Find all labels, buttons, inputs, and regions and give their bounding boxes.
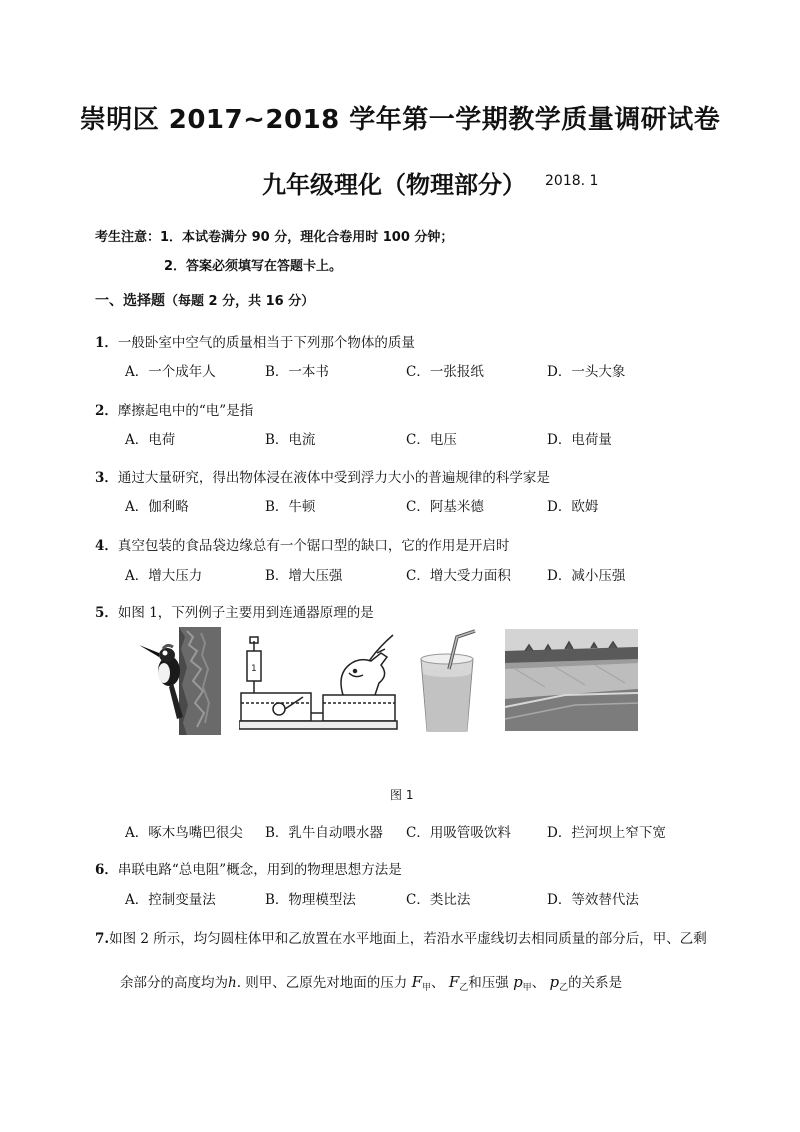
q7-text-c: 和压强 xyxy=(468,975,509,991)
option-d: D．一头大象 xyxy=(547,364,626,380)
pressure-jia-symbol xyxy=(513,973,532,991)
option-b: B．乳牛自动喂水器 xyxy=(265,825,383,841)
exam-subtitle: 九年级理化（物理部分） xyxy=(262,171,526,199)
force-jia-symbol xyxy=(412,973,431,991)
question-5 xyxy=(95,601,374,621)
svg-text:1: 1 xyxy=(251,664,257,674)
option-a: A．增大压力 xyxy=(125,568,203,584)
exam-date: 2018. 1 xyxy=(545,173,599,189)
figure-1 xyxy=(135,625,640,735)
option-a: A．电荷 xyxy=(125,432,176,448)
woodpecker-image xyxy=(135,627,221,735)
force-yi-symbol xyxy=(449,973,468,991)
question-text: 摩擦起电中的“电”是指 xyxy=(117,403,254,419)
question-number: 7. xyxy=(95,931,110,947)
option-c: C．类比法 xyxy=(406,892,471,908)
question-text: 通过大量研究，得出物体浸在液体中受到浮力大小的普遍规律的科学家是 xyxy=(117,470,550,486)
pressure-yi-symbol xyxy=(549,973,568,991)
subscript-yi: 乙 xyxy=(559,983,569,993)
dam-image xyxy=(505,629,638,731)
question-number: 5． xyxy=(95,605,118,621)
option-c: C．增大受力面积 xyxy=(406,568,511,584)
notice-item-2: 2．答案必须填写在答题卡上。 xyxy=(164,259,343,274)
option-a: A．控制变量法 xyxy=(125,892,216,908)
option-a: A．啄木鸟嘴巴很尖 xyxy=(125,825,243,841)
question-number: 2． xyxy=(95,403,118,419)
option-d: D．等效替代法 xyxy=(547,892,639,908)
question-number: 6． xyxy=(95,862,118,878)
pressure-letter: p xyxy=(549,973,560,991)
subscript-jia: 甲 xyxy=(522,983,532,993)
question-7-line-2 xyxy=(120,971,622,993)
option-d: D．欧姆 xyxy=(547,499,599,515)
notice-line-1 xyxy=(95,226,453,245)
section-heading xyxy=(95,290,314,310)
question-number: 3． xyxy=(95,470,118,486)
notice-item-1: 1．本试卷满分 90 分，理化合卷用时 100 分钟； xyxy=(160,230,454,245)
question-text: 如图 1，下列例子主要用到连通器原理的是 xyxy=(117,605,374,621)
option-d: D．电荷量 xyxy=(547,432,612,448)
question-number: 4． xyxy=(95,538,118,554)
option-b: B．增大压强 xyxy=(265,568,343,584)
q7-text-a: 余部分的高度均为 xyxy=(120,975,228,991)
option-b: B．电流 xyxy=(265,432,316,448)
option-c: C．电压 xyxy=(406,432,457,448)
option-c: C．用吸管吸饮料 xyxy=(406,825,511,841)
question-text: 如图 2 所示，均匀圆柱体甲和乙放置在水平地面上，若沿水平虚线切去相同质量的部分后，甲、乙剩 xyxy=(109,931,707,947)
q7-text-d: 的关系是 xyxy=(568,975,623,991)
glass-with-straw-image xyxy=(413,629,483,735)
subscript-jia: 甲 xyxy=(422,983,432,993)
q7-text-b: . 则甲、乙原先对地面的压力 xyxy=(236,975,408,991)
height-symbol: h xyxy=(228,975,237,991)
question-number: 1． xyxy=(95,335,118,351)
question-7 xyxy=(95,927,707,947)
option-d: D．拦河坝上窄下宽 xyxy=(547,825,666,841)
separator: 、 xyxy=(531,975,546,991)
force-letter: F xyxy=(448,973,460,991)
option-a: A．一个成年人 xyxy=(125,364,216,380)
question-3 xyxy=(95,466,550,486)
section-title: 一、选择题 xyxy=(95,293,165,309)
option-b: B．物理模型法 xyxy=(265,892,356,908)
force-letter: F xyxy=(411,973,423,991)
question-text: 一般卧室中空气的质量相当于下列那个物体的质量 xyxy=(117,335,415,351)
separator: 、 xyxy=(431,975,445,991)
question-1 xyxy=(95,331,415,351)
option-b: B．一本书 xyxy=(265,364,329,380)
option-c: C．阿基米德 xyxy=(406,499,484,515)
notice-label: 考生注意： xyxy=(95,230,161,245)
section-note: （每题 2 分，共 16 分） xyxy=(165,294,315,309)
subscript-yi: 乙 xyxy=(459,983,469,993)
question-2 xyxy=(95,399,253,419)
cow-waterer-diagram xyxy=(239,631,399,735)
exam-title: 崇明区 2017~2018 学年第一学期教学质量调研试卷 xyxy=(79,105,721,135)
option-b: B．牛顿 xyxy=(265,499,316,515)
pressure-letter: p xyxy=(513,973,523,991)
option-d: D．减小压强 xyxy=(547,568,626,584)
question-text: 串联电路“总电阻”概念，用到的物理思想方法是 xyxy=(117,862,402,878)
figure-1-caption: 图 1 xyxy=(390,788,414,802)
question-4 xyxy=(95,534,509,554)
option-c: C．一张报纸 xyxy=(406,364,484,380)
option-a: A．伽利略 xyxy=(125,499,189,515)
question-text: 真空包装的食品袋边缘总有一个锯口型的缺口，它的作用是开启时 xyxy=(117,538,510,554)
question-6 xyxy=(95,858,402,878)
